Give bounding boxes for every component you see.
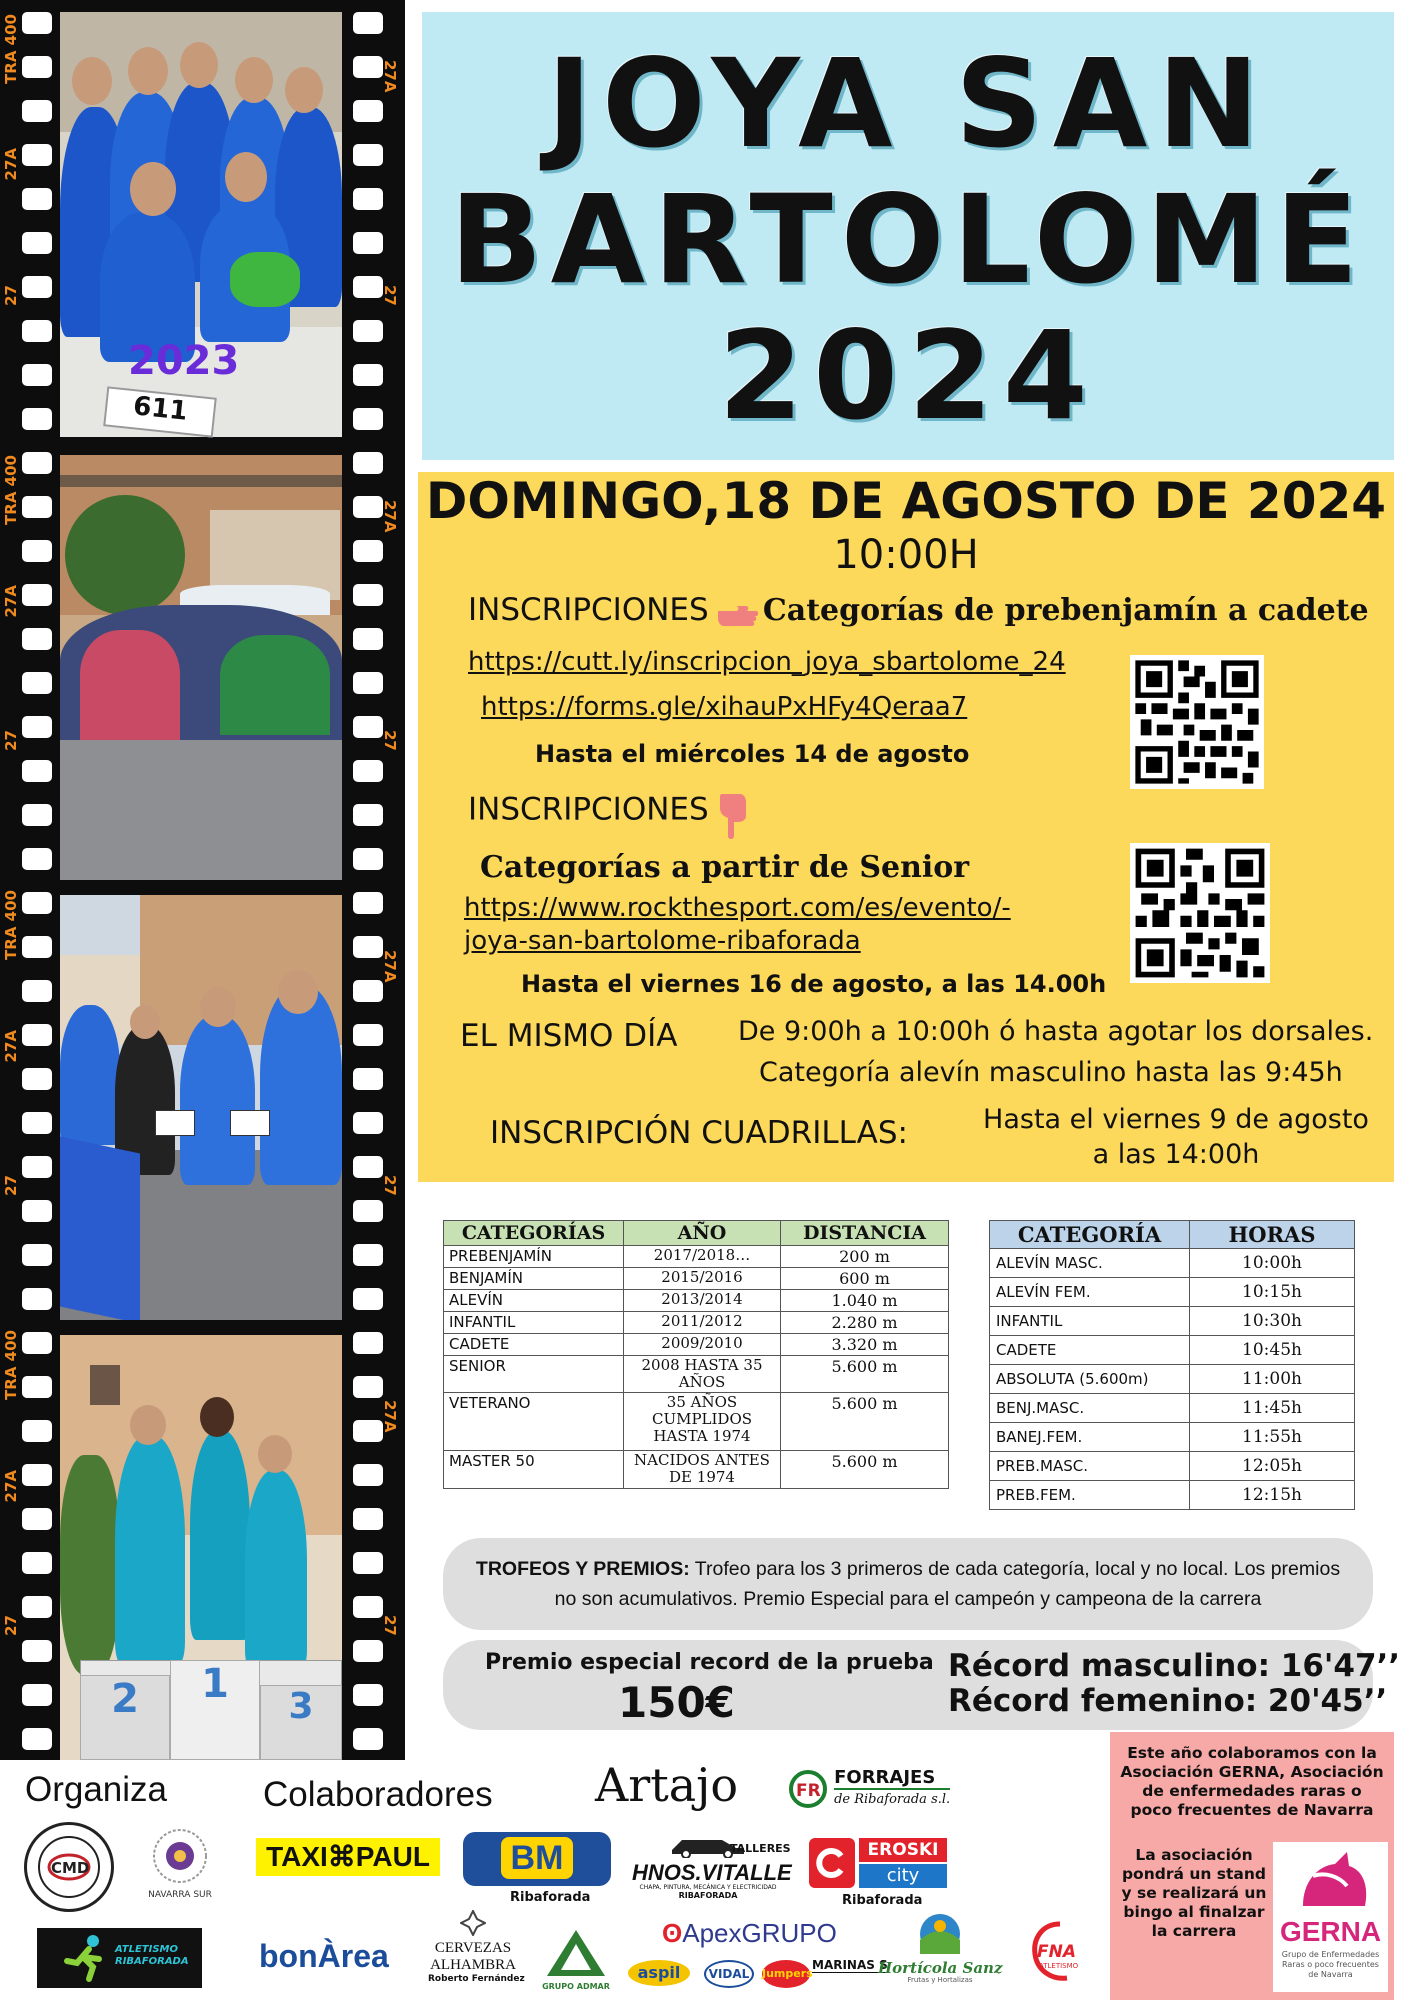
cmd-emblem-icon bbox=[27, 1825, 111, 1909]
film-perforation bbox=[353, 1640, 383, 1662]
registration-deadline-senior: Hasta el viernes 16 de agosto, a las 14.00h bbox=[521, 970, 1107, 998]
categories-table bbox=[443, 1220, 949, 1489]
film-edge-label: TRA 400 bbox=[2, 14, 20, 84]
apex-name: ApexGRUPO bbox=[682, 1918, 837, 1948]
category-cell: BENJAMÍN bbox=[444, 1268, 624, 1290]
admar-label: GRUPO ADMAR bbox=[542, 1982, 610, 1991]
event-title-year: 2024 bbox=[718, 305, 1098, 447]
column-header: AÑO bbox=[624, 1221, 781, 1246]
bm-supermarket-logo bbox=[463, 1832, 611, 1886]
film-perforation bbox=[22, 496, 52, 518]
film-edge-label: 27A bbox=[381, 1400, 399, 1433]
gerna-collaboration-text: Este año colaboramos con la Asociación GERNA, Asociación de enfermedades raras o poco frecuentes de Navarra bbox=[1120, 1744, 1384, 1819]
forrajes-subtitle: de Ribaforada s.l. bbox=[834, 1792, 951, 1807]
film-perforation bbox=[22, 804, 52, 826]
column-header: HORAS bbox=[1190, 1221, 1355, 1249]
registration-link-rockthesport-1[interactable]: https://www.rockthesport.com/es/evento/- bbox=[464, 893, 1011, 923]
registration-label: INSCRIPCIONES bbox=[468, 592, 709, 628]
film-perforation bbox=[353, 628, 383, 650]
table-row bbox=[444, 1334, 949, 1356]
horticola-name: Hortícola Sanz bbox=[878, 1959, 1003, 1977]
time-cell: 10:30h bbox=[1190, 1307, 1355, 1336]
category-cell: MASTER 50 bbox=[444, 1451, 624, 1489]
year-cell: 2009/2010 bbox=[624, 1334, 781, 1356]
distance-cell: 600 m bbox=[781, 1268, 949, 1290]
year-cell: 2008 HASTA 35 AÑOS bbox=[624, 1356, 781, 1393]
registration-link-rockthesport-2[interactable]: joya-san-bartolome-ribaforada bbox=[464, 926, 861, 956]
prizes-panel bbox=[443, 1538, 1373, 1630]
film-edge-label: 27A bbox=[2, 1030, 20, 1063]
category-cell: ALEVÍN bbox=[444, 1290, 624, 1312]
film-perforation bbox=[353, 540, 383, 562]
distance-cell: 1.040 m bbox=[781, 1290, 949, 1312]
film-perforation bbox=[353, 100, 383, 122]
film-edge-label: TRA 400 bbox=[2, 1330, 20, 1400]
film-edge-label: 27 bbox=[381, 285, 399, 306]
year-cell: NACIDOS ANTES DE 1974 bbox=[624, 1451, 781, 1489]
pointing-hand-right-icon bbox=[714, 601, 758, 631]
taxi-paul-logo: TAXI⌘PAUL bbox=[256, 1838, 440, 1876]
table-row bbox=[444, 1312, 949, 1334]
registration-block-youth bbox=[468, 592, 1369, 631]
horticola-subtitle: Frutas y Hortalizas bbox=[907, 1976, 973, 1984]
distance-cell: 5.600 m bbox=[781, 1451, 949, 1489]
column-header: DISTANCIA bbox=[781, 1221, 949, 1246]
table-row bbox=[444, 1393, 949, 1451]
film-edge-label: 27 bbox=[2, 285, 20, 306]
distance-cell: 200 m bbox=[781, 1246, 949, 1268]
category-cell: PREB.MASC. bbox=[990, 1452, 1190, 1481]
cmd-ribaforada-logo bbox=[24, 1822, 114, 1912]
film-perforation bbox=[22, 1112, 52, 1134]
horticola-sanz-logo bbox=[878, 1912, 1002, 1984]
vitalle-name: HNOS.VITALLE bbox=[632, 1860, 792, 1885]
event-title-line1: JOYA SAN bbox=[546, 33, 1270, 175]
film-perforation bbox=[22, 760, 52, 782]
registration-link-cutt[interactable]: https://cutt.ly/inscripcion_joya_sbartolome_24 bbox=[468, 647, 1066, 677]
film-edge-label: 27 bbox=[2, 730, 20, 751]
bm-logo-text: BM bbox=[501, 1837, 574, 1879]
table-row bbox=[990, 1336, 1355, 1365]
film-perforation bbox=[22, 144, 52, 166]
film-perforation bbox=[353, 892, 383, 914]
table-row bbox=[990, 1394, 1355, 1423]
film-perforation bbox=[353, 364, 383, 386]
film-perforation bbox=[22, 980, 52, 1002]
record-female: Récord femenino: 20'45’’ bbox=[948, 1683, 1388, 1719]
film-perforation bbox=[22, 1376, 52, 1398]
category-cell: VETERANO bbox=[444, 1393, 624, 1451]
gerna-association-panel bbox=[1110, 1732, 1394, 2000]
prizes-label: TROFEOS Y PREMIOS: bbox=[475, 1558, 690, 1580]
organizer-heading: Organiza bbox=[25, 1770, 168, 1809]
eroski-city-logo bbox=[809, 1838, 947, 1890]
registration-block-senior bbox=[468, 790, 750, 840]
film-perforation bbox=[353, 56, 383, 78]
film-perforation bbox=[22, 276, 52, 298]
cervezas-line2: ALHAMBRA bbox=[430, 1957, 516, 1973]
mancomunidad-emblem-icon bbox=[150, 1826, 210, 1886]
forrajes-name: FORRAJES bbox=[834, 1768, 950, 1790]
film-perforation bbox=[22, 100, 52, 122]
registration-categories-senior: Categorías a partir de Senior bbox=[480, 850, 970, 885]
film-perforation bbox=[353, 320, 383, 342]
film-edge-label: 27A bbox=[2, 148, 20, 181]
film-edge-label: 27 bbox=[2, 1615, 20, 1636]
vitalle-city: RIBAFORADA bbox=[678, 1891, 738, 1900]
year-cell: 2013/2014 bbox=[624, 1290, 781, 1312]
film-perforation bbox=[22, 1640, 52, 1662]
record-prize-panel bbox=[443, 1640, 1401, 1730]
time-cell: 10:00h bbox=[1190, 1249, 1355, 1278]
film-perforation bbox=[22, 1332, 52, 1354]
time-cell: 11:00h bbox=[1190, 1365, 1355, 1394]
film-perforation bbox=[22, 364, 52, 386]
film-perforations-right bbox=[345, 0, 405, 1760]
marinas-logo: MARINAS S bbox=[812, 1958, 888, 1972]
film-perforation bbox=[22, 1156, 52, 1178]
film-perforation bbox=[353, 1420, 383, 1442]
apex-grupo-logo bbox=[662, 1918, 837, 1949]
record-prize-label: Premio especial record de la prueba bbox=[485, 1650, 934, 1675]
table-row bbox=[990, 1365, 1355, 1394]
category-cell: INFANTIL bbox=[444, 1312, 624, 1334]
event-title-banner bbox=[422, 12, 1394, 460]
film-perforation bbox=[22, 188, 52, 210]
category-cell: ABSOLUTA (5.600m) bbox=[990, 1365, 1190, 1394]
film-edge-label: TRA 400 bbox=[2, 890, 20, 960]
year-cell: 2017/2018… bbox=[624, 1246, 781, 1268]
eroski-town-label: Ribaforada bbox=[842, 1893, 923, 1908]
table-header-row bbox=[990, 1221, 1355, 1249]
film-perforation bbox=[353, 232, 383, 254]
distance-cell: 3.320 m bbox=[781, 1334, 949, 1356]
category-cell: CADETE bbox=[990, 1336, 1190, 1365]
table-row bbox=[990, 1423, 1355, 1452]
film-perforation bbox=[22, 1508, 52, 1530]
film-edge-label: 27A bbox=[381, 950, 399, 983]
table-row bbox=[990, 1481, 1355, 1510]
film-perforation bbox=[353, 1156, 383, 1178]
distance-cell: 2.280 m bbox=[781, 1312, 949, 1334]
film-perforation bbox=[353, 1288, 383, 1310]
groups-deadline-line1: Hasta el viernes 9 de agosto bbox=[983, 1104, 1369, 1135]
cervezas-alhambra-logo bbox=[428, 1910, 525, 1984]
same-day-label: EL MISMO DÍA bbox=[460, 1018, 678, 1054]
film-perforation bbox=[353, 848, 383, 870]
registration-categories-youth: Categorías de prebenjamín a cadete bbox=[762, 593, 1369, 628]
film-perforation bbox=[353, 1244, 383, 1266]
event-time: 10:00H bbox=[833, 532, 979, 578]
race-bib: 611 bbox=[103, 386, 217, 437]
film-perforation bbox=[353, 980, 383, 1002]
film-perforation bbox=[353, 716, 383, 738]
film-perforation bbox=[353, 1376, 383, 1398]
table-row bbox=[990, 1249, 1355, 1278]
film-perforation bbox=[353, 672, 383, 694]
time-cell: 10:15h bbox=[1190, 1278, 1355, 1307]
year-cell: 2011/2012 bbox=[624, 1312, 781, 1334]
eroski-name: EROSKI bbox=[859, 1838, 947, 1862]
film-perforation bbox=[22, 1728, 52, 1750]
table-row bbox=[444, 1290, 949, 1312]
gerna-stand-text: La asociación pondrá un stand y se realizará un bingo al finalzar la carrera bbox=[1121, 1846, 1267, 1940]
film-perforation bbox=[22, 408, 52, 430]
atletismo-ribaforada-logo bbox=[37, 1928, 202, 1988]
film-perforation bbox=[353, 1112, 383, 1134]
category-cell: BENJ.MASC. bbox=[990, 1394, 1190, 1423]
registration-info-panel bbox=[418, 472, 1394, 1182]
table-header-row bbox=[444, 1221, 949, 1246]
svg-text:FR: FR bbox=[796, 1781, 821, 1801]
hnos-vitalle-logo bbox=[632, 1832, 792, 1902]
film-perforation bbox=[353, 12, 383, 34]
film-perforation bbox=[353, 584, 383, 606]
time-cell: 12:15h bbox=[1190, 1481, 1355, 1510]
film-perforation bbox=[22, 1288, 52, 1310]
time-cell: 11:55h bbox=[1190, 1423, 1355, 1452]
film-perforation bbox=[353, 1552, 383, 1574]
film-edge-label: 27 bbox=[381, 730, 399, 751]
registration-label: INSCRIPCIONES bbox=[468, 791, 709, 828]
forrajes-emblem-icon bbox=[787, 1769, 829, 1809]
aspil-logo: aspil bbox=[628, 1960, 690, 1986]
cervezas-line1: CERVEZAS bbox=[434, 1940, 512, 1956]
registration-link-forms[interactable]: https://forms.gle/xihauPxHFy4Qeraa7 bbox=[481, 692, 968, 722]
film-perforation bbox=[353, 1068, 383, 1090]
film-perforation bbox=[22, 1684, 52, 1706]
cervezas-line3: Roberto Fernández bbox=[428, 1974, 525, 1984]
film-edge-label: 27A bbox=[381, 500, 399, 533]
runner-icon bbox=[59, 1933, 115, 1983]
eroski-e-icon bbox=[809, 1838, 855, 1888]
table-row bbox=[990, 1452, 1355, 1481]
film-perforation bbox=[353, 144, 383, 166]
film-edge-label: 27 bbox=[381, 1175, 399, 1196]
photo-crowd bbox=[60, 455, 342, 880]
film-perforation bbox=[22, 452, 52, 474]
year-cell: 35 AÑOS CUMPLIDOS HASTA 1974 bbox=[624, 1393, 781, 1451]
film-edge-label: 27A bbox=[381, 60, 399, 93]
category-cell: PREBENJAMÍN bbox=[444, 1246, 624, 1268]
film-edge-label: 27 bbox=[381, 1615, 399, 1636]
film-perforation bbox=[22, 1464, 52, 1486]
film-perforation bbox=[22, 628, 52, 650]
film-strip bbox=[0, 0, 405, 1760]
film-perforation bbox=[353, 936, 383, 958]
category-cell: INFANTIL bbox=[990, 1307, 1190, 1336]
bonarea-logo: bonÀrea bbox=[259, 1938, 389, 1974]
distance-cell: 5.600 m bbox=[781, 1356, 949, 1393]
registration-deadline-youth: Hasta el miércoles 14 de agosto bbox=[535, 740, 970, 768]
mancomunidad-logo bbox=[140, 1826, 220, 1916]
qr-code-youth[interactable] bbox=[1130, 655, 1264, 789]
photo-runners bbox=[60, 895, 342, 1320]
film-perforation bbox=[353, 1332, 383, 1354]
horticola-globe-icon bbox=[914, 1912, 966, 1956]
column-header: CATEGORÍA bbox=[990, 1221, 1190, 1249]
vitalle-top-label: TALLERES bbox=[730, 1842, 791, 1855]
film-perforation bbox=[22, 716, 52, 738]
film-perforation bbox=[22, 12, 52, 34]
fna-name: FNA bbox=[1037, 1942, 1076, 1962]
film-perforation bbox=[353, 1728, 383, 1750]
film-perforation bbox=[353, 276, 383, 298]
fna-subtitle: ATLETISMO bbox=[1039, 1962, 1079, 1970]
apex-mark-icon: ʘ bbox=[662, 1918, 683, 1948]
category-cell: ALEVÍN FEM. bbox=[990, 1278, 1190, 1307]
film-perforation bbox=[353, 1508, 383, 1530]
vitalle-subtitle: CHAPA, PINTURA, MECÁNICA Y ELECTRICIDAD bbox=[639, 1884, 777, 1891]
event-date: DOMINGO,18 DE AGOSTO DE 2024 bbox=[425, 472, 1387, 530]
film-edge-label: 27 bbox=[2, 1175, 20, 1196]
distance-cell: 5.600 m bbox=[781, 1393, 949, 1451]
table-row bbox=[990, 1307, 1355, 1336]
prizes-text: Trofeo para los 3 primeros de cada categoría, local y no local. Los premios no son acumulativos. Premio Especial para el campeón y campeona de la carrera bbox=[554, 1558, 1341, 1610]
film-perforation bbox=[22, 232, 52, 254]
event-title-line2: BARTOLOMÉ bbox=[449, 169, 1367, 311]
gerna-logo bbox=[1273, 1842, 1388, 1992]
photo-year-label: 2023 bbox=[128, 338, 240, 384]
film-perforation bbox=[353, 188, 383, 210]
category-cell: PREB.FEM. bbox=[990, 1481, 1190, 1510]
eroski-city-label: city bbox=[859, 1864, 947, 1888]
grupo-admar-logo bbox=[538, 1928, 614, 1991]
time-cell: 12:05h bbox=[1190, 1452, 1355, 1481]
forrajes-logo bbox=[787, 1768, 950, 1810]
bm-city-label: Ribaforada bbox=[510, 1890, 591, 1905]
category-cell: CADETE bbox=[444, 1334, 624, 1356]
film-perforation bbox=[353, 804, 383, 826]
film-perforation bbox=[353, 1596, 383, 1618]
film-perforation bbox=[353, 1200, 383, 1222]
film-perforation bbox=[22, 1596, 52, 1618]
film-perforation bbox=[22, 936, 52, 958]
column-header: CATEGORÍAS bbox=[444, 1221, 624, 1246]
film-perforation bbox=[22, 1200, 52, 1222]
film-perforation bbox=[22, 1024, 52, 1046]
film-perforation bbox=[22, 848, 52, 870]
same-day-hours: De 9:00h a 10:00h ó hasta agotar los dorsales. bbox=[738, 1016, 1374, 1047]
photo-podium: 2 1 3 bbox=[60, 1335, 342, 1760]
fna-atletismo-logo bbox=[1025, 1918, 1095, 1986]
table-row bbox=[444, 1268, 949, 1290]
admar-mountain-icon bbox=[545, 1928, 607, 1978]
film-perforation bbox=[22, 584, 52, 606]
time-cell: 10:45h bbox=[1190, 1336, 1355, 1365]
groups-deadline-line2: a las 14:00h bbox=[1092, 1139, 1260, 1170]
category-cell: ALEVÍN MASC. bbox=[990, 1249, 1190, 1278]
table-row bbox=[990, 1278, 1355, 1307]
qr-code-senior[interactable] bbox=[1130, 843, 1270, 983]
film-perforation bbox=[353, 408, 383, 430]
film-perforation bbox=[353, 496, 383, 518]
jumpers-logo: Jumpers bbox=[762, 1960, 810, 1988]
pointing-hand-down-icon bbox=[714, 790, 750, 840]
record-male: Récord masculino: 16'47’’ bbox=[948, 1648, 1401, 1684]
film-perforation bbox=[353, 1684, 383, 1706]
atletismo-logo-text: ATLETISMO RIBAFORADA bbox=[115, 1944, 189, 1967]
film-perforation bbox=[22, 672, 52, 694]
film-perforation bbox=[22, 56, 52, 78]
table-row bbox=[444, 1451, 949, 1489]
film-perforation bbox=[22, 1552, 52, 1574]
film-edge-label: TRA 400 bbox=[2, 455, 20, 525]
gerna-logo-text: GERNA bbox=[1279, 1916, 1382, 1947]
gerna-horse-icon bbox=[1273, 1846, 1388, 1916]
film-perforation bbox=[22, 540, 52, 562]
film-edge-label: 27A bbox=[2, 585, 20, 618]
record-prize-amount: 150€ bbox=[618, 1678, 735, 1727]
film-perforation bbox=[22, 892, 52, 914]
film-perforation bbox=[353, 760, 383, 782]
same-day-alevin-note: Categoría alevín masculino hasta las 9:45h bbox=[759, 1057, 1343, 1088]
category-cell: BANEJ.FEM. bbox=[990, 1423, 1190, 1452]
collaborators-heading: Colaboradores bbox=[263, 1775, 493, 1814]
gerna-logo-subtitle: Grupo de Enfermedades Raras o poco frecuentes de Navarra bbox=[1281, 1950, 1380, 1979]
film-perforation bbox=[22, 1068, 52, 1090]
alhambra-star-icon bbox=[460, 1910, 486, 1936]
film-perforation bbox=[353, 1464, 383, 1486]
film-perforation bbox=[353, 452, 383, 474]
category-cell: SENIOR bbox=[444, 1356, 624, 1393]
table-row bbox=[444, 1246, 949, 1268]
schedule-table bbox=[989, 1220, 1355, 1510]
table-row bbox=[444, 1356, 949, 1393]
film-perforation bbox=[353, 1024, 383, 1046]
time-cell: 11:45h bbox=[1190, 1394, 1355, 1423]
artajo-logo: Artajo bbox=[595, 1758, 739, 1812]
groups-registration-label: INSCRIPCIÓN CUADRILLAS: bbox=[490, 1115, 908, 1151]
film-perforation bbox=[22, 1244, 52, 1266]
film-edge-label: 27A bbox=[2, 1470, 20, 1503]
navarra-sur-label: NAVARRA SUR bbox=[148, 1890, 212, 1900]
year-cell: 2015/2016 bbox=[624, 1268, 781, 1290]
film-perforation bbox=[22, 320, 52, 342]
svg-text:CMD: CMD bbox=[51, 1859, 90, 1877]
film-perforation bbox=[22, 1420, 52, 1442]
vidal-logo: VIDAL bbox=[704, 1960, 754, 1988]
